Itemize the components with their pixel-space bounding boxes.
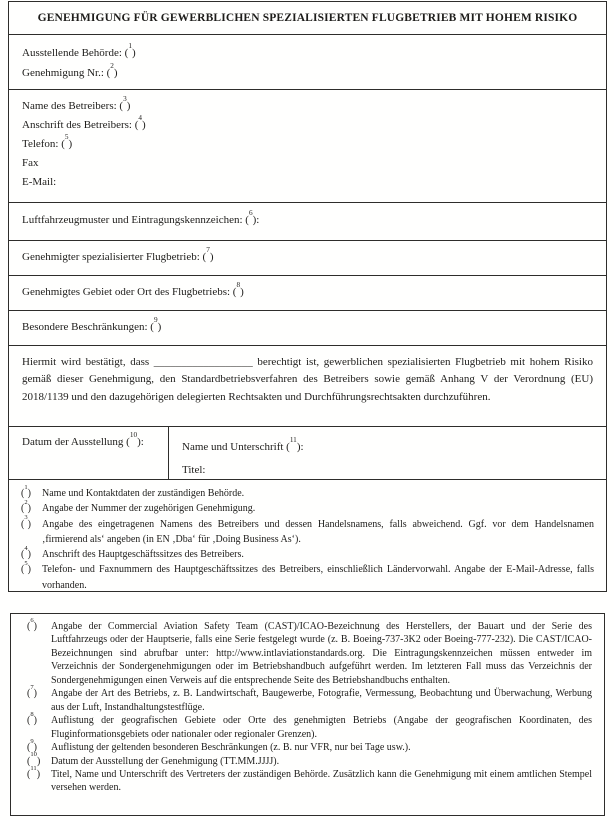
footnote-text: Auflistung der geografischen Gebiete oder Orte des genehmigten Betriebs (Angabe der geografischen Koordinaten, des Fluginformationsgebiets oder nationaler oder regionaler Grenzen). (51, 715, 592, 740)
approved-operation-row: Genehmigter spezialisierter Flugbetrieb: ($^7$) (9, 240, 606, 275)
footnote-text: Angabe der Commercial Aviation Safety Team (CAST)/ICAO-Bezeichnung des Herstellers, der Bauart und der Serie des Luftfahrzeugs oder der Hauptserie, falls eine Serie festgelegt wurde (z. B. Boeing-737-3K2 oder Boeing-777-232). Die CAST/ICAO-Bezeichnungen sind abrufbar unter: http://www.intlaviationstandards.org. Die Eintragungskennzeichen müssen entweder im Verzeichnis der Sondergenehmigungen oder im Betriebshandbuch aufgeführt werden. Im letzteren Fall muss das Verzeichnis der Sondergenehmigungen einen Verweis auf die entsprechende Seite des Betriebshandbuchs enthalten. (51, 621, 592, 686)
footnote-item (21, 562, 594, 593)
footnote-text: Angabe der Nummer der zugehörigen Genehmigung. (42, 503, 256, 515)
footnote-item (27, 710, 592, 741)
footnote-marker: ($^{10}$) (27, 751, 41, 767)
operator-fax-label: Fax (22, 157, 39, 169)
footnote-marker: ($^8$) (27, 710, 37, 727)
footnote-item (27, 751, 592, 768)
issuing-authority-row (9, 34, 606, 89)
operator-name-label: Name des Betreibers: ($^3$) (22, 95, 131, 112)
footnote-marker: ($^2$) (21, 499, 31, 515)
footnote-text: Telefon- und Faxnummern des Hauptgeschäftssitzes des Betreibers, einschließlich Ländervorwahl. Angabe der E-Mail-Adresse, falls vorhanden. (42, 564, 594, 591)
signature-cell (169, 427, 606, 479)
signer-title-label: Titel: (182, 464, 206, 476)
authorization-number-label: Genehmigung Nr.: ($^2$) (22, 62, 118, 79)
footnotes-primary (9, 479, 606, 591)
approved-area-row: Genehmigtes Gebiet oder Ort des Flugbetriebs: ($^8$) (9, 275, 606, 310)
footnote-marker: ($^1$) (21, 483, 31, 499)
operator-email-label: E-Mail: (22, 176, 57, 188)
footnote-item (27, 616, 592, 687)
limitations-row: Besondere Beschränkungen: ($^9$) (9, 310, 606, 345)
authorization-form-table (8, 1, 607, 592)
footnote-item (21, 544, 594, 562)
footnote-item (21, 501, 594, 516)
footnote-item (21, 514, 594, 548)
footnote-item (27, 764, 592, 795)
footnote-item (27, 737, 592, 754)
footnote-text: Anschrift des Hauptgeschäftssitzes des Betreibers. (42, 549, 244, 561)
issue-date-cell: Datum der Ausstellung ($^{10}$): (9, 427, 169, 479)
footnote-text: Titel, Name und Unterschrift des Vertreters der zuständigen Behörde. Zusätzlich kann die Genehmigung mit einem amtlichen Stempel versehen werden. (51, 768, 592, 794)
form-title: GENEHMIGUNG FÜR GEWERBLICHEN SPEZIALISIERTEN FLUGBETRIEB MIT HOHEM RISIKO (37, 12, 578, 24)
footnote-marker: ($^6$) (27, 616, 37, 632)
footnote-marker: ($^4$) (21, 544, 31, 561)
footnote-text: Angabe des eingetragenen Namens des Betreibers und dessen Handelsnamens, falls abweichend. Ggf. vor dem Handelsnamen ‚firmierend als‘ angeben (in EN ‚Dba‘ für ‚Doing Business As‘). (42, 518, 594, 545)
footnote-item (27, 683, 592, 714)
footnote-marker: ($^3$) (21, 514, 31, 530)
footnote-text: Angabe der Art des Betriebs, z. B. Landwirtschaft, Baugewerbe, Fotografie, Vermessung, Beobachtung und Überwachung, Werbung aus der Luft, Instandhaltungstestflüge. (51, 688, 592, 713)
issuing-authority-label: Ausstellende Behörde: ($^1$) (22, 42, 136, 59)
footnote-text: Datum der Ausstellung der Genehmigung (TT.MM.JJJJ). (51, 755, 280, 767)
operator-details-row (9, 89, 606, 202)
name-signature-label: Name und Unterschrift ($^{11}$): (182, 436, 304, 453)
signature-row (9, 426, 606, 479)
certification-statement: Hiermit wird bestätigt, dass __________________ berechtigt ist, gewerblichen spezialisierten Flugbetrieb mit hohem Risiko gemäß dieser Genehmigung, den Standardbetriebsverfahren des Betreibers sowie gemäß Anhang V der Verordnung (EU) 2018/1139 und den dazugehörigen delegierten Rechtsakten und Durchführungsrechtsakten durchzuführen. (9, 345, 606, 426)
operator-phone-label: Telefon: ($^5$) (22, 133, 73, 150)
footnote-marker: ($^5$) (21, 560, 31, 576)
footnotes-secondary (10, 613, 605, 816)
footnote-item (21, 483, 594, 501)
aircraft-type-row: Luftfahrzeugmuster und Eintragungskennzeichen: ($^6$): (9, 202, 606, 240)
operator-address-label: Anschrift des Betreibers: ($^4$) (22, 114, 146, 131)
footnote-marker: ($^7$) (27, 683, 37, 700)
footnote-text: Auflistung der geltenden besonderen Beschränkungen (z. B. nur VFR, nur bei Tage usw.). (51, 742, 411, 754)
footnote-text: Name und Kontaktdaten der zuständigen Behörde. (42, 488, 245, 499)
footnote-marker: ($^9$) (27, 737, 37, 754)
footnote-marker: ($^{11}$) (27, 764, 41, 780)
